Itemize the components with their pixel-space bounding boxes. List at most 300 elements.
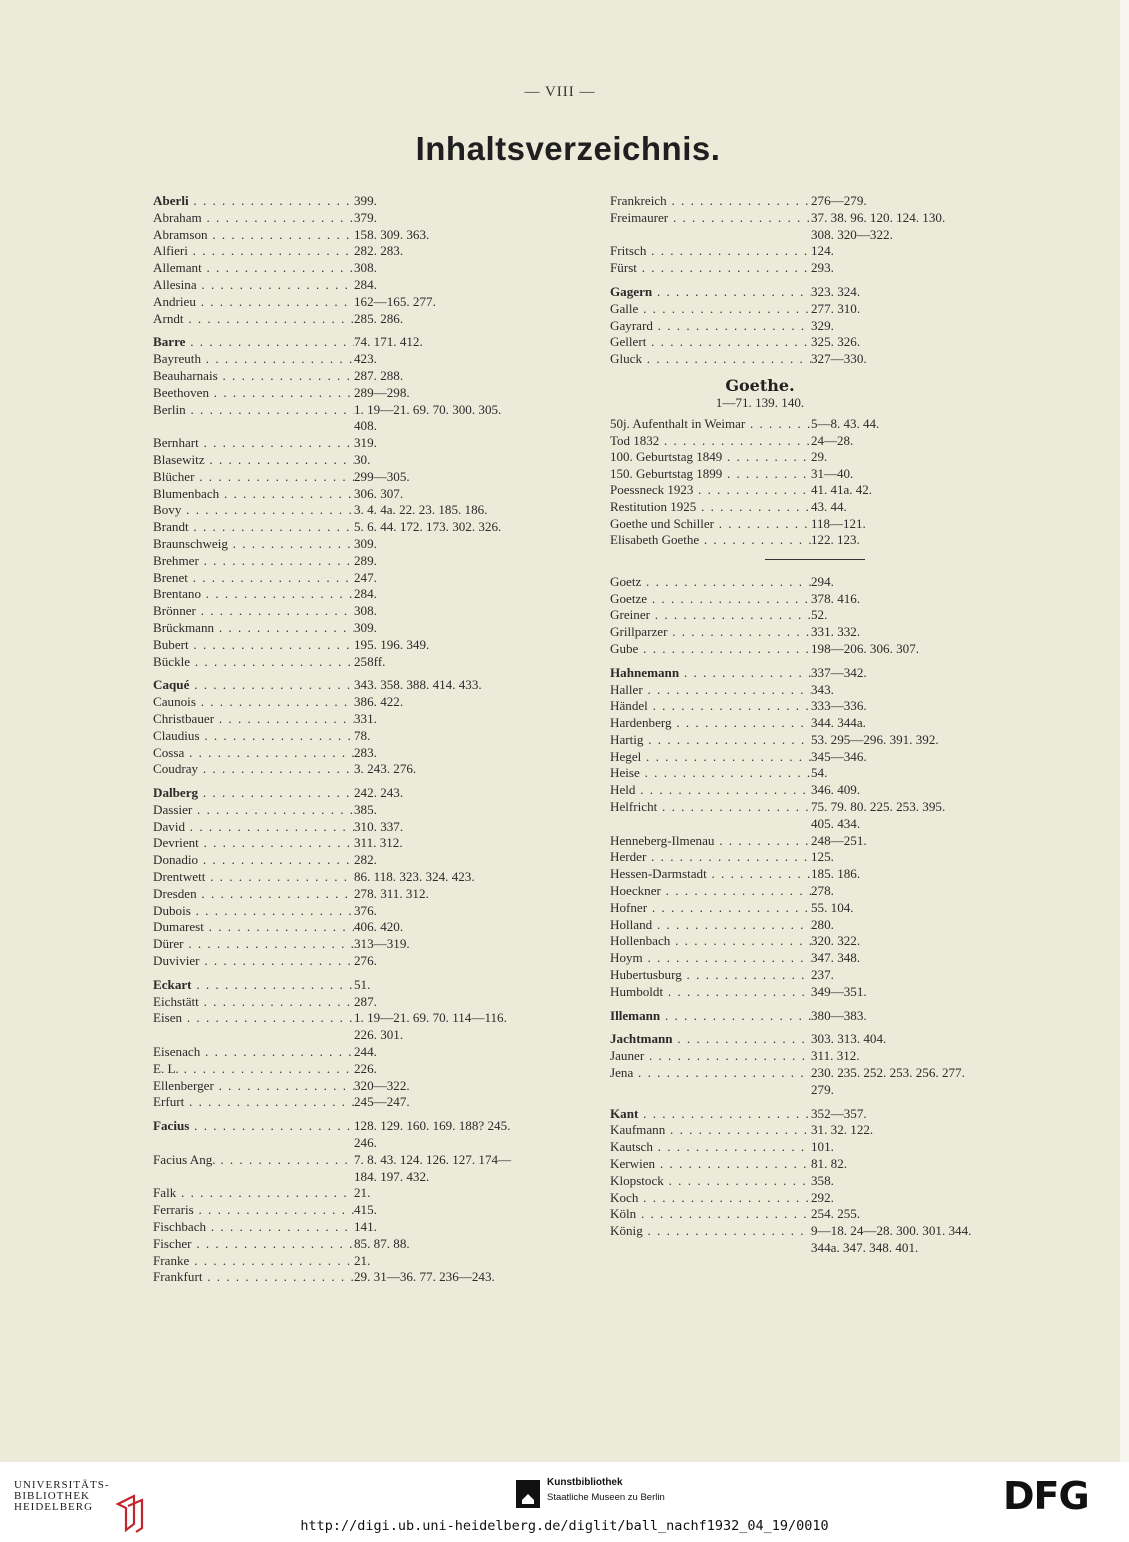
entry-name: Herder . . . <box>610 849 811 866</box>
index-entry <box>153 402 511 436</box>
index-entry <box>610 866 971 883</box>
entry-name: Blücher . . . <box>153 469 354 486</box>
entry-name: Restitution 1925 . . . <box>610 499 811 516</box>
entry-pages-continued: 405. 434. <box>811 815 861 831</box>
index-entry <box>153 1219 511 1236</box>
entry-pages: 346. 409. <box>811 782 861 798</box>
entry-pages: 3. 243. 276. <box>354 761 417 777</box>
entry-pages: 75. 79. 80. 225. 253. 395. <box>811 799 946 815</box>
entry-name: Dumarest . . . <box>153 919 354 936</box>
index-entry <box>610 900 971 917</box>
index-entry <box>153 452 511 469</box>
entry-pages: 284. <box>354 586 377 602</box>
index-entry <box>153 835 511 852</box>
entry-name: Goethe und Schiller . . . <box>610 516 811 533</box>
index-entry <box>153 953 511 970</box>
index-entry <box>153 1010 511 1044</box>
entry-pages: 349—351. <box>811 983 867 999</box>
page-number: — VIII — <box>524 84 596 100</box>
index-entry <box>610 1223 971 1257</box>
entry-pages: 277. 310. <box>811 300 861 316</box>
entry-pages: 327—330. <box>811 351 867 367</box>
goethe-entry <box>610 449 971 466</box>
entry-pages: 310. 337. <box>354 818 404 834</box>
entry-pages: 21. <box>354 1185 371 1201</box>
entry-name: Kautsch . . . <box>610 1139 811 1156</box>
index-entry <box>610 833 971 850</box>
index-entry <box>610 782 971 799</box>
ub-heidelberg-logo[interactable] <box>14 1480 110 1513</box>
entry-pages: 31. 32. 122. <box>811 1122 874 1138</box>
entry-pages: 358. <box>811 1172 834 1188</box>
entry-pages: 308. <box>354 260 377 276</box>
index-entry <box>153 351 511 368</box>
index-entry <box>610 301 971 318</box>
entry-name: 100. Geburtstag 1849 . . . <box>610 449 811 466</box>
index-entry <box>610 749 971 766</box>
index-entry <box>153 994 511 1011</box>
dfg-logo[interactable]: DFG <box>1003 1474 1089 1518</box>
index-entry <box>610 1106 971 1123</box>
entry-pages: 309. <box>354 535 377 551</box>
entry-name: Brückmann . . . <box>153 620 354 637</box>
entry-pages: 9—18. 24—28. 300. 301. 344. <box>811 1223 972 1239</box>
index-entry <box>610 1048 971 1065</box>
entry-name: Fischer . . . <box>153 1236 354 1253</box>
index-entry <box>610 1031 971 1048</box>
entry-name: Gayrard . . . <box>610 318 811 335</box>
kunstbibliothek-mark-icon <box>516 1480 540 1508</box>
entry-name: Drentwett . . . <box>153 869 354 886</box>
goethe-heading: Goethe. <box>725 375 795 395</box>
index-entry <box>153 919 511 936</box>
entry-name: Jachtmann . . . <box>610 1031 811 1048</box>
entry-pages: 331. <box>354 710 377 726</box>
index-entry <box>153 1094 511 1111</box>
entry-pages-continued: 344a. 347. 348. 401. <box>811 1240 919 1255</box>
entry-pages: 86. 118. 323. 324. 423. <box>354 869 475 885</box>
index-entry <box>153 677 511 694</box>
entry-name: Eisen . . . <box>153 1010 354 1027</box>
index-entry <box>153 1118 511 1152</box>
entry-pages: 29. <box>811 449 828 465</box>
entry-pages: 5. 6. 44. 172. 173. 302. 326. <box>354 519 502 535</box>
entry-pages: 162—165. 277. <box>354 293 436 309</box>
entry-name: Elisabeth Goethe . . . <box>610 532 811 549</box>
entry-pages: 244. <box>354 1044 377 1060</box>
index-entry <box>610 765 971 782</box>
entry-pages: 278. <box>811 883 834 899</box>
entry-pages: 337—342. <box>811 664 867 680</box>
index-entry <box>610 715 971 732</box>
entry-pages: 284. <box>354 276 377 292</box>
entry-name: Helfricht . . . <box>610 799 811 816</box>
page-edge <box>1120 0 1129 1462</box>
entry-name: Klopstock . . . <box>610 1173 811 1190</box>
entry-pages: 347. 348. <box>811 950 861 966</box>
entry-name: Hardenberg . . . <box>610 715 811 732</box>
index-entry <box>610 665 971 682</box>
entry-name: Bernhart . . . <box>153 435 354 452</box>
entry-name: Brandt . . . <box>153 519 354 536</box>
entry-pages: 81. 82. <box>811 1156 848 1172</box>
entry-pages: 278. 311. 312. <box>354 885 429 901</box>
entry-pages: 51. <box>354 976 371 992</box>
entry-name: Brentano . . . <box>153 586 354 603</box>
index-entry <box>610 1065 971 1099</box>
entry-name: Gluck . . . <box>610 351 811 368</box>
entry-pages: 323. 324. <box>811 283 861 299</box>
index-entry <box>610 284 971 301</box>
entry-name: Abramson . . . <box>153 227 354 244</box>
entry-name: Dassier . . . <box>153 802 354 819</box>
entry-pages: 292. <box>811 1189 834 1205</box>
entry-name: Christbauer . . . <box>153 711 354 728</box>
entry-name: Dresden . . . <box>153 886 354 903</box>
index-entry <box>610 984 971 1001</box>
index-column-right <box>610 193 971 1257</box>
index-entry <box>610 1173 971 1190</box>
goethe-pages: 1—71. 139. 140. <box>715 394 805 410</box>
entry-pages: 141. <box>354 1219 377 1235</box>
entry-name: Eichstätt . . . <box>153 994 354 1011</box>
index-entry <box>610 1156 971 1173</box>
entry-pages: 128. 129. 160. 169. 188? 245. <box>354 1118 511 1134</box>
index-entry <box>153 903 511 920</box>
index-entry <box>610 351 971 368</box>
index-entry <box>153 852 511 869</box>
goethe-entry <box>610 433 971 450</box>
entry-name: Hoeckner . . . <box>610 883 811 900</box>
index-column-left <box>153 193 511 1286</box>
index-entry <box>153 711 511 728</box>
entry-name: Erfurt . . . <box>153 1094 354 1111</box>
entry-pages: 331. 332. <box>811 624 861 640</box>
entry-name: Kant . . . <box>610 1106 811 1123</box>
entry-name: E. L. . . . <box>153 1061 354 1078</box>
entry-pages: 245—247. <box>354 1094 410 1110</box>
entry-name: Greiner . . . <box>610 607 811 624</box>
entry-name: Beauharnais . . . <box>153 368 354 385</box>
index-group-f-g <box>610 193 971 368</box>
entry-pages: 3. 4. 4a. 22. 23. 185. 186. <box>354 502 488 518</box>
index-entry <box>610 1139 971 1156</box>
index-entry <box>153 1202 511 1219</box>
index-entry <box>153 553 511 570</box>
entry-name: Frankfurt . . . <box>153 1269 354 1286</box>
entry-name: Caqué . . . <box>153 677 354 694</box>
index-entry <box>153 603 511 620</box>
entry-pages: 52. <box>811 607 828 623</box>
entry-name: Allesina . . . <box>153 277 354 294</box>
entry-name: Beethoven . . . <box>153 385 354 402</box>
group-spacer <box>610 658 971 665</box>
entry-name: Humboldt . . . <box>610 984 811 1001</box>
entry-name: Allemant . . . <box>153 260 354 277</box>
entry-pages-continued: 308. 320—322. <box>811 226 893 242</box>
section-divider <box>765 559 865 560</box>
entry-pages: 293. <box>811 260 834 276</box>
entry-name: Braunschweig . . . <box>153 536 354 553</box>
index-entry <box>610 967 971 984</box>
index-entry <box>153 193 511 210</box>
entry-name: Dubois . . . <box>153 903 354 920</box>
index-entry <box>610 591 971 608</box>
index-entry <box>153 654 511 671</box>
entry-name: Kaufmann . . . <box>610 1122 811 1139</box>
entry-name: Hahnemann . . . <box>610 665 811 682</box>
entry-pages: 285. 286. <box>354 310 404 326</box>
page-title: Inhaltsverzeichnis. <box>415 130 721 167</box>
ub-logo-text: UNIVERSITÄTS- BIBLIOTHEK HEIDELBERG <box>14 1479 110 1513</box>
permalink-url[interactable]: http://digi.ub.uni-heidelberg.de/diglit/ball_nachf1932_04_19/0010 <box>300 1518 829 1534</box>
index-entry <box>153 536 511 553</box>
kunstbibliothek-title: Kunstbibliothek <box>547 1477 623 1488</box>
entry-pages: 74. 171. 412. <box>354 334 423 350</box>
group-spacer <box>610 1024 971 1031</box>
entry-pages: 299—305. <box>354 468 410 484</box>
index-entry <box>153 243 511 260</box>
entry-name: Blasewitz . . . <box>153 452 354 469</box>
entry-pages: 283. <box>354 744 377 760</box>
entry-name: Hessen-Darmstadt . . . <box>610 866 811 883</box>
entry-name: Haller . . . <box>610 682 811 699</box>
index-group-g-k <box>610 574 971 1257</box>
entry-name: Ferraris . . . <box>153 1202 354 1219</box>
entry-name: Blumenbach . . . <box>153 486 354 503</box>
entry-pages: 385. <box>354 801 377 817</box>
entry-name: Bayreuth . . . <box>153 351 354 368</box>
entry-pages: 53. 295—296. 391. 392. <box>811 731 939 747</box>
index-entry <box>153 260 511 277</box>
index-entry <box>610 799 971 833</box>
entry-pages: 294. <box>811 573 834 589</box>
entry-name: Duvivier . . . <box>153 953 354 970</box>
entry-name: Barre . . . <box>153 334 354 351</box>
index-entry <box>153 886 511 903</box>
entry-pages: 289—298. <box>354 384 410 400</box>
index-entry <box>610 883 971 900</box>
entry-pages: 311. 312. <box>811 1048 860 1064</box>
index-entry <box>153 694 511 711</box>
entry-name: Brönner . . . <box>153 603 354 620</box>
entry-pages: 289. <box>354 552 377 568</box>
entry-pages-continued: 226. 301. <box>354 1027 404 1043</box>
entry-name: Heise . . . <box>610 765 811 782</box>
index-entry <box>610 243 971 260</box>
entry-name: Held . . . <box>610 782 811 799</box>
index-entry <box>153 869 511 886</box>
entry-name: Hegel . . . <box>610 749 811 766</box>
entry-pages: 24—28. <box>811 432 854 448</box>
index-entry <box>153 435 511 452</box>
entry-pages-continued: 279. <box>811 1081 834 1097</box>
index-entry <box>153 1061 511 1078</box>
entry-name: Fürst . . . <box>610 260 811 277</box>
entry-name: Coudray . . . <box>153 761 354 778</box>
entry-name: Galle . . . <box>610 301 811 318</box>
entry-pages: 276. <box>354 953 377 969</box>
entry-name: Henneberg-Ilmenau . . . <box>610 833 811 850</box>
entry-pages: 118—121. <box>811 515 866 531</box>
entry-name: Fischbach . . . <box>153 1219 354 1236</box>
entry-name: Caunois . . . <box>153 694 354 711</box>
entry-pages-continued: 184. 197. 432. <box>354 1168 430 1184</box>
entry-name: Eisenach . . . <box>153 1044 354 1061</box>
index-entry <box>153 385 511 402</box>
index-entry <box>610 1008 971 1025</box>
entry-pages: 85. 87. 88. <box>354 1235 410 1251</box>
entry-name: König . . . <box>610 1223 811 1240</box>
entry-pages: 41. 41a. 42. <box>811 482 873 498</box>
entry-pages: 1. 19—21. 69. 70. 300. 305. <box>354 401 502 417</box>
entry-pages: 306. 307. <box>354 485 404 501</box>
group-spacer <box>153 1111 511 1118</box>
entry-pages: 380—383. <box>811 1007 867 1023</box>
entry-pages: 352—357. <box>811 1105 867 1121</box>
entry-name: Hollenbach . . . <box>610 933 811 950</box>
index-entry <box>153 761 511 778</box>
index-entry <box>153 1236 511 1253</box>
entry-pages: 287. <box>354 993 377 1009</box>
index-entry <box>153 1044 511 1061</box>
entry-name: Bubert . . . <box>153 637 354 654</box>
entry-name: Koch . . . <box>610 1190 811 1207</box>
entry-pages: 379. <box>354 209 377 225</box>
entry-name: 50j. Aufenthalt in Weimar . . . <box>610 416 811 433</box>
entry-pages: 320. 322. <box>811 933 861 949</box>
index-entry <box>610 607 971 624</box>
index-entry <box>153 819 511 836</box>
index-entry <box>153 311 511 328</box>
entry-pages: 406. 420. <box>354 919 404 935</box>
entry-name: Gube . . . <box>610 641 811 658</box>
entry-pages: 344. 344a. <box>811 715 866 731</box>
entry-name: Alfieri . . . <box>153 243 354 260</box>
entry-name: Brenet . . . <box>153 570 354 587</box>
index-entry <box>153 486 511 503</box>
entry-name: Poessneck 1923 . . . <box>610 482 811 499</box>
entry-pages: 311. 312. <box>354 835 403 851</box>
kunstbibliothek-subtitle: Staatliche Museen zu Berlin <box>547 1492 665 1503</box>
entry-name: Dürer . . . <box>153 936 354 953</box>
entry-name: Falk . . . <box>153 1185 354 1202</box>
entry-name: Goetze . . . <box>610 591 811 608</box>
entry-name: Ellenberger . . . <box>153 1078 354 1095</box>
index-entry <box>153 502 511 519</box>
index-entry <box>610 1190 971 1207</box>
index-entry <box>153 1078 511 1095</box>
entry-name: Eckart . . . <box>153 977 354 994</box>
goethe-subentries <box>610 416 971 549</box>
entry-name: Arndt . . . <box>153 311 354 328</box>
group-spacer <box>153 778 511 785</box>
entry-pages: 242. 243. <box>354 785 404 801</box>
goethe-entry <box>610 532 971 549</box>
index-entry <box>610 1206 971 1223</box>
entry-pages: 31—40. <box>811 465 854 481</box>
index-entry <box>153 227 511 244</box>
index-entry <box>610 1122 971 1139</box>
entry-name: Holland . . . <box>610 917 811 934</box>
entry-pages: 237. <box>811 967 834 983</box>
entry-pages: 21. <box>354 1252 371 1268</box>
goethe-entry <box>610 499 971 516</box>
entry-name: Tod 1832 . . . <box>610 433 811 450</box>
entry-pages: 78. <box>354 727 371 743</box>
group-spacer <box>153 970 511 977</box>
goethe-entry <box>610 516 971 533</box>
index-entry <box>153 570 511 587</box>
entry-pages: 258ff. <box>354 653 386 669</box>
index-entry <box>153 294 511 311</box>
index-entry <box>153 977 511 994</box>
entry-pages: 7. 8. 43. 124. 126. 127. 174— <box>354 1151 512 1167</box>
entry-name: Berlin . . . <box>153 402 354 419</box>
index-entry <box>153 728 511 745</box>
entry-pages: 343. <box>811 681 834 697</box>
entry-name: Abraham . . . <box>153 210 354 227</box>
entry-name: Freimaurer . . . <box>610 210 811 227</box>
index-entry <box>153 620 511 637</box>
index-entry <box>153 469 511 486</box>
index-entry <box>153 1185 511 1202</box>
entry-name: Cossa . . . <box>153 745 354 762</box>
index-entry <box>153 1253 511 1270</box>
index-entry <box>153 785 511 802</box>
entry-name: Köln . . . <box>610 1206 811 1223</box>
entry-pages: 378. 416. <box>811 590 861 606</box>
index-entry <box>610 933 971 950</box>
entry-name: Claudius . . . <box>153 728 354 745</box>
entry-name: Franke . . . <box>153 1253 354 1270</box>
index-entry <box>610 318 971 335</box>
group-spacer <box>610 1099 971 1106</box>
entry-name: Andrieu . . . <box>153 294 354 311</box>
index-entry <box>153 1269 511 1286</box>
index-entry <box>153 745 511 762</box>
index-entry <box>610 193 971 210</box>
index-entry <box>610 917 971 934</box>
entry-pages: 423. <box>354 351 377 367</box>
entry-name: Jauner . . . <box>610 1048 811 1065</box>
entry-pages: 37. 38. 96. 120. 124. 130. <box>811 209 946 225</box>
entry-name: Devrient . . . <box>153 835 354 852</box>
entry-name: Frankreich . . . <box>610 193 811 210</box>
goethe-entry <box>610 466 971 483</box>
entry-pages: 313—319. <box>354 936 410 952</box>
entry-pages: 325. 326. <box>811 334 861 350</box>
entry-pages: 29. 31—36. 77. 236—243. <box>354 1269 495 1285</box>
index-entry <box>153 1152 511 1186</box>
entry-pages: 308. <box>354 603 377 619</box>
index-entry <box>610 682 971 699</box>
entry-name: Illemann . . . <box>610 1008 811 1025</box>
entry-name: Goetz . . . <box>610 574 811 591</box>
entry-name: Facius Ang. . . . <box>153 1152 354 1169</box>
index-entry <box>153 586 511 603</box>
index-entry <box>153 368 511 385</box>
entry-pages: 282. <box>354 852 377 868</box>
entry-name: Gagern . . . <box>610 284 811 301</box>
entry-name: 150. Geburtstag 1899 . . . <box>610 466 811 483</box>
entry-name: Hartig . . . <box>610 732 811 749</box>
index-entry <box>610 574 971 591</box>
entry-pages: 195. 196. 349. <box>354 636 430 652</box>
entry-pages-continued: 408. <box>354 418 377 434</box>
entry-name: Bovy . . . <box>153 502 354 519</box>
entry-pages: 320—322. <box>354 1077 410 1093</box>
